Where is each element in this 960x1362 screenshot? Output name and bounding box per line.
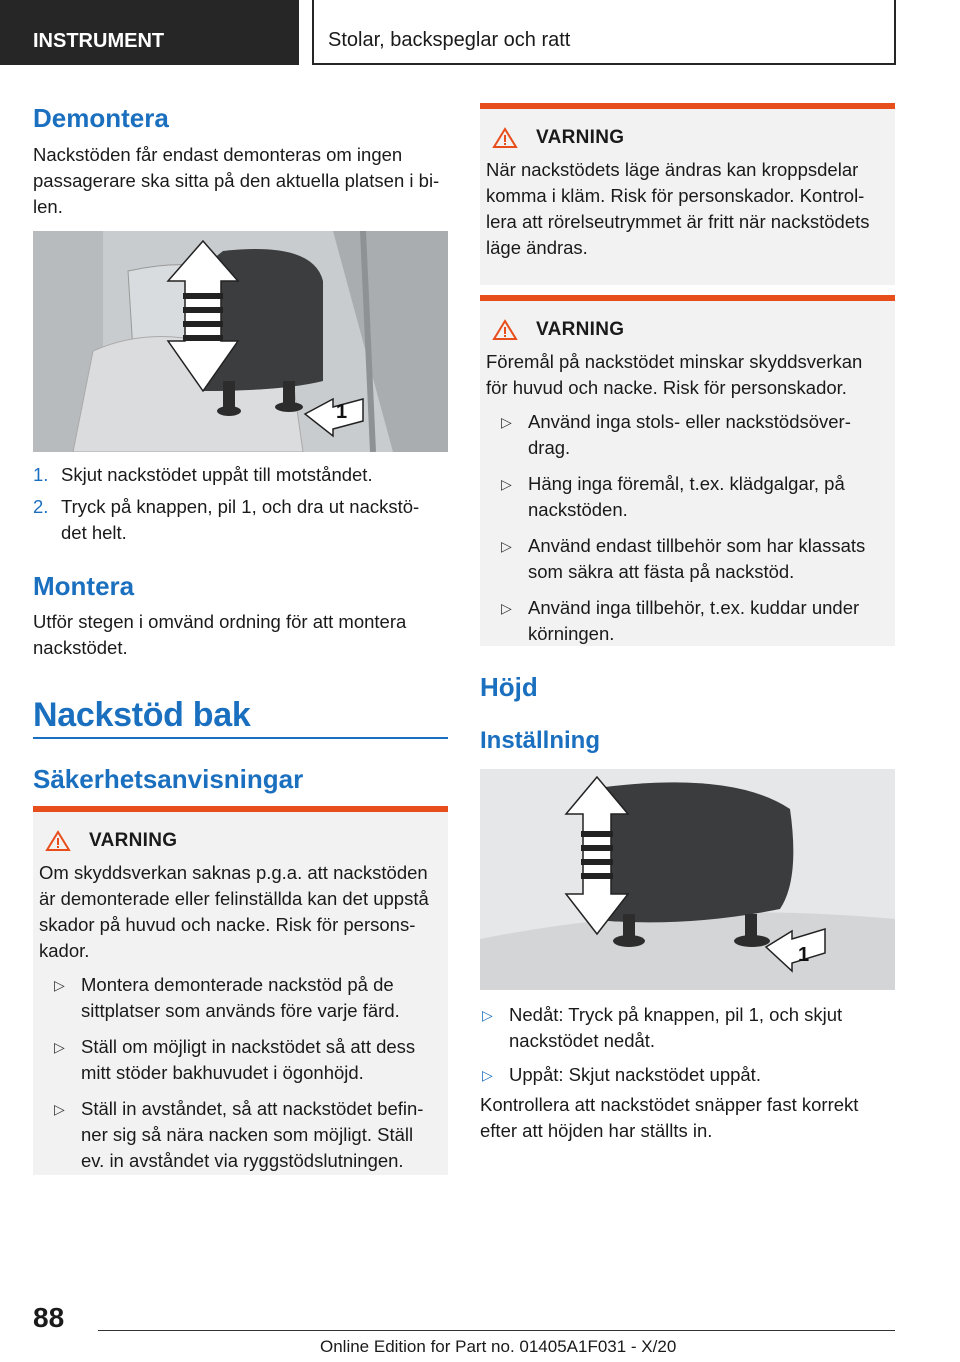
triangle-bullet-icon: ▷ [501, 414, 512, 430]
triangle-bullet-icon: ▷ [501, 538, 512, 554]
warning-list [486, 409, 883, 647]
triangle-bullet-icon: ▷ [54, 1101, 65, 1117]
list-item: ▷ Uppåt: Skjut nackstödet uppåt. [480, 1062, 892, 1088]
triangle-bullet-icon: ▷ [54, 1039, 65, 1055]
section-tab: INSTRUMENT [0, 0, 299, 65]
warning-box-pinch [480, 103, 895, 285]
list-item: 1. Skjut nackstödet uppåt till motståndet. [33, 464, 373, 485]
page-title: Nackstöd bak [33, 696, 251, 734]
removal-steps [33, 462, 445, 552]
warning-list [39, 972, 436, 1174]
title-underline [33, 737, 448, 739]
chapter-tab: Stolar, backspeglar och ratt [312, 0, 896, 65]
footer-edition: Online Edition for Part no. 01405A1F031 - X/20 [320, 1337, 677, 1356]
headrest-rear-photo [480, 769, 895, 990]
list-item: ▷ Nedåt: Tryck på knappen, pil 1, och skjut nackstödet nedåt. [482, 1004, 843, 1051]
demontera-heading: Demontera [33, 103, 169, 133]
list-item: ▷ Häng inga föremål, t.ex. klädgalgar, på nackstöden. [501, 473, 845, 520]
headrest-front-illustration [33, 231, 448, 452]
warning-triangle-icon [492, 319, 518, 341]
page-number: 88 [33, 1302, 65, 1333]
list-item: ▷ Använd endast tillbehör som har klassats som säkra att fästa på nackstöd. [501, 535, 866, 582]
triangle-bullet-icon: ▷ [54, 977, 65, 993]
installning-heading: Inställning [480, 727, 600, 754]
warning-text: Föremål på nackstödet minskar skyddsverkan för huvud och nacke. Risk för personskador. [486, 351, 863, 398]
hojd-heading: Höjd [480, 672, 538, 702]
warning-text: När nackstödets läge ändras kan kroppsdelar komma i kläm. Risk för personskador. Kontrol- lera att rörelseutrymmet är fritt när nackstödets läge ändras. [486, 159, 870, 258]
closing-text: Kontrollera att nackstödet snäpper fast korrekt efter att höjden har ställts in. [480, 1094, 859, 1141]
warning-triangle-icon [45, 830, 71, 852]
list-item: 2. Tryck på knappen, pil 1, och dra ut nackstö- det helt. [33, 496, 420, 543]
triangle-bullet-icon: ▷ [482, 1067, 493, 1083]
warning-title: VARNING [486, 127, 883, 149]
triangle-bullet-icon: ▷ [482, 1007, 493, 1023]
montera-text: Utför stegen i omvänd ordning för att montera nackstödet. [33, 611, 407, 658]
warning-box-safety [33, 806, 448, 1175]
headrest-front-photo [33, 231, 448, 452]
arrow-label-1: 1 [798, 944, 810, 966]
list-item: ▷ Använd inga tillbehör, t.ex. kuddar under körningen. [501, 597, 860, 644]
montera-heading: Montera [33, 571, 135, 601]
headrest-rear-illustration [480, 769, 895, 990]
triangle-bullet-icon: ▷ [501, 600, 512, 616]
warning-text: Om skyddsverkan saknas p.g.a. att nackstöden är demonterade eller felinställda kan det uppstå skador på huvud och nacke. Risk för persons- kador. [39, 862, 429, 961]
warning-box-objects [480, 295, 895, 646]
demontera-text: Nackstöden får endast demonteras om ingen passagerare ska sitta på den aktuella platsen i bi- len. [33, 144, 440, 217]
warning-title: VARNING [39, 830, 436, 852]
warning-title: VARNING [486, 319, 883, 341]
triangle-bullet-icon: ▷ [501, 476, 512, 492]
list-item: ▷ Använd inga stols- eller nackstödsöver- drag. [501, 411, 851, 458]
adjustment-list [480, 1002, 892, 1096]
list-item: ▷ Montera demonterade nackstöd på de sittplatser som används före varje färd. [54, 974, 400, 1021]
warning-triangle-icon [492, 127, 518, 149]
footer-rule [98, 1330, 895, 1331]
arrow-label-1: 1 [336, 401, 348, 423]
list-item: ▷ Ställ om möjligt in nackstödet så att dess mitt stöder bakhuvudet i ögonhöjd. [54, 1036, 416, 1083]
safety-heading: Säkerhetsanvisningar [33, 764, 304, 794]
list-item: ▷ Ställ in avståndet, så att nackstödet befin- ner sig så nära nacken som möjligt. Ställ ev. in avståndet via ryggstödslutningen. [54, 1098, 424, 1171]
